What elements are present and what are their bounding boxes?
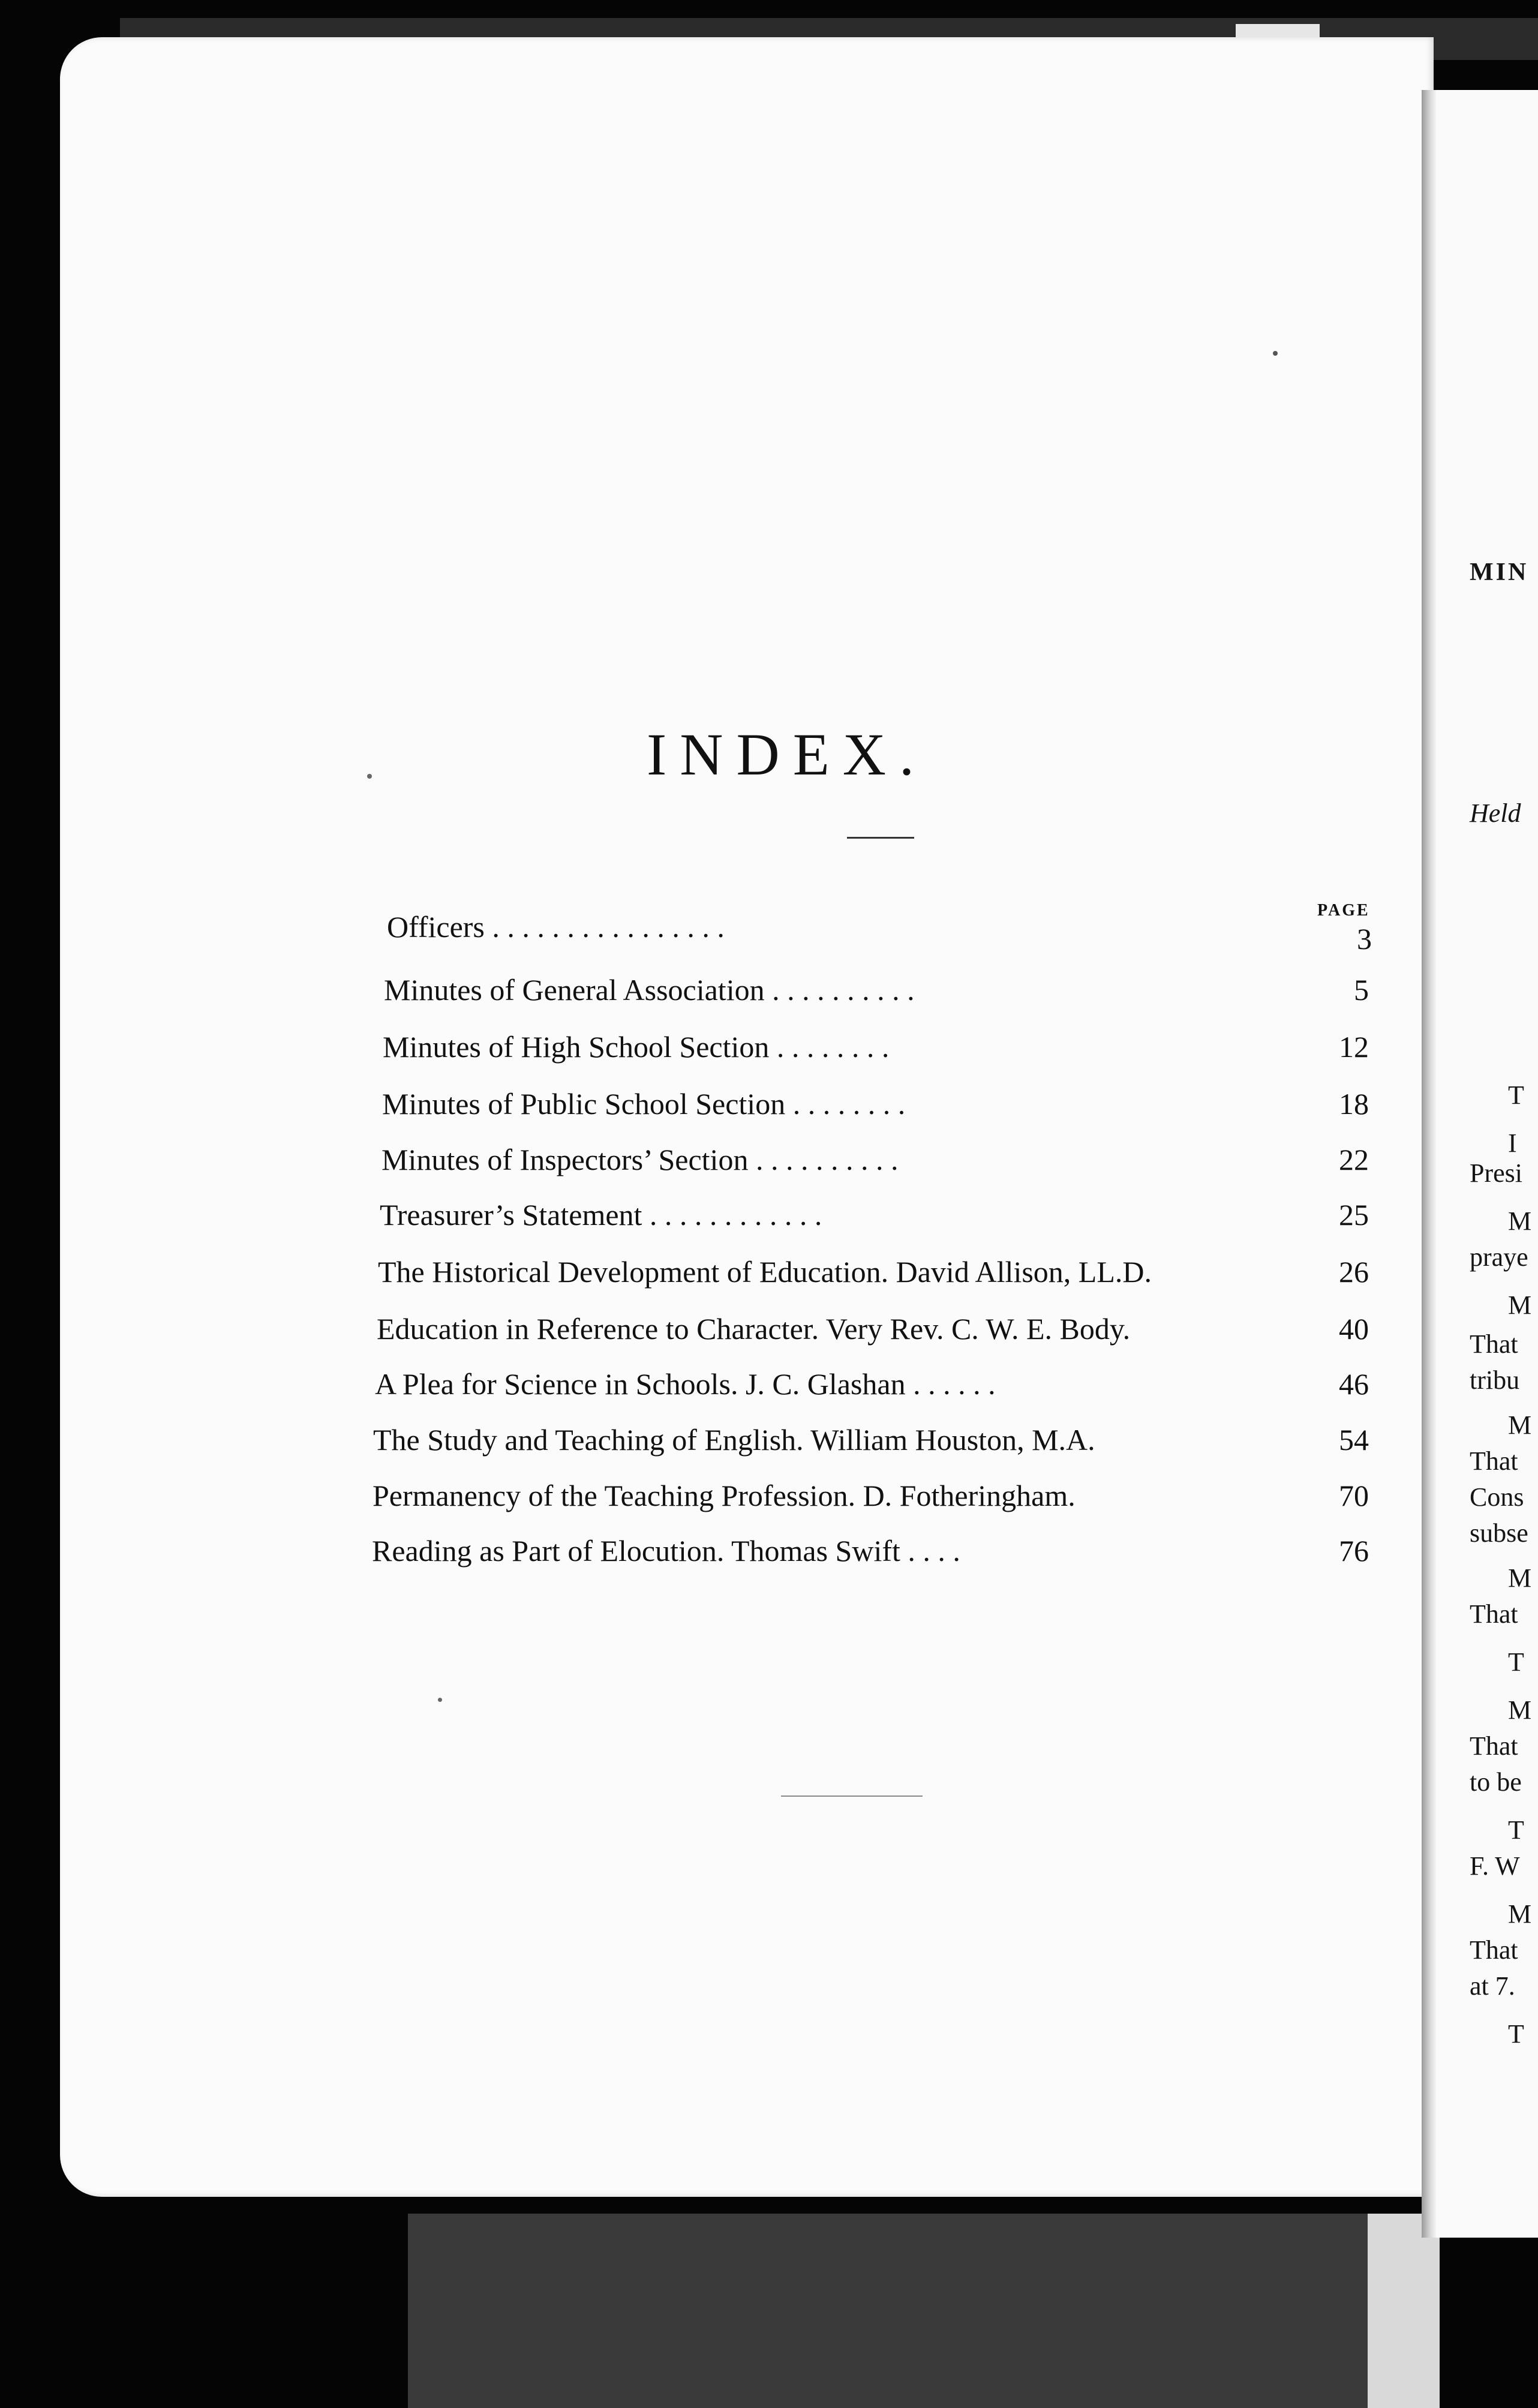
index-entry-page: 40 [1339,1312,1369,1346]
facing-page-fragment: That [1470,1599,1518,1629]
index-entry [373,1419,1369,1461]
facing-page-fragment: I [1508,1128,1517,1158]
facing-page-fragment: T [1508,1815,1524,1845]
index-entry-title: Minutes of Inspectors’ Section . . . . . . . . . . [382,1143,899,1176]
facing-page-fragment: T [1508,1080,1524,1110]
index-entry [377,1308,1369,1350]
facing-page-fragment: to be [1470,1767,1522,1797]
facing-page-fragment: T [1508,2019,1524,2049]
index-entry-title: A Plea for Science in Schools. J. C. Glashan . . . . . . [375,1367,996,1401]
facing-page-fragment: M [1508,1206,1532,1236]
facing-page [1436,90,1538,2238]
scanner-background-bottom-strip [1368,2214,1440,2408]
index-title: INDEX. [646,721,928,788]
title-rule [847,837,914,839]
page-column-label: PAGE [1317,901,1370,920]
index-entry-title: Minutes of Public School Section . . . . . . . . [382,1087,906,1121]
index-entry [383,1026,1369,1068]
index-entry-title: Permanency of the Teaching Profession. D. Fotheringham. [373,1479,1076,1512]
index-entry-title: Minutes of General Association . . . . . . . . . . [384,973,915,1007]
index-entry-title: The Study and Teaching of English. William Houston, M.A. [373,1423,1095,1457]
facing-page-fragment: That [1470,1935,1518,1965]
facing-page-fragment: T [1508,1647,1524,1677]
index-entry-page: 25 [1339,1198,1369,1232]
index-entry-page: 70 [1339,1479,1369,1512]
index-entry-page: 5 [1354,973,1369,1007]
facing-page-fragment: Held [1470,798,1521,828]
index-entry [384,969,1369,1011]
index-entry-page: 18 [1339,1087,1369,1121]
footer-rule [781,1796,923,1797]
facing-page-fragment: subse [1470,1518,1528,1548]
index-entry-title: Treasurer’s Statement . . . . . . . . . . . . [380,1198,822,1232]
facing-page-fragment: MIN [1470,559,1529,586]
page-gutter [1422,90,1436,2238]
index-entry [378,1251,1369,1293]
index-entry-page: 76 [1339,1534,1369,1568]
facing-page-fragment: That [1470,1329,1518,1359]
index-entry-title: The Historical Development of Education. David Allison, LL.D. [378,1255,1152,1289]
facing-page-fragment: M [1508,1899,1532,1929]
facing-page-fragment: M [1508,1563,1532,1593]
scanner-background-bottom [408,2214,1368,2408]
index-entry [382,1139,1369,1181]
facing-page-fragment: Cons [1470,1482,1524,1512]
index-entry-title: Officers . . . . . . . . . . . . . . . . [387,910,725,944]
index-entry-title: Education in Reference to Character. Very Rev. C. W. E. Body. [377,1312,1131,1346]
index-entry [382,1083,1369,1125]
index-entry-page: 3 [1357,922,1372,956]
index-entry [375,1363,1369,1405]
facing-page-fragment: F. W [1470,1851,1520,1881]
page-speck [1273,351,1278,356]
facing-page-fragment: praye [1470,1242,1528,1272]
index-entry [380,1194,1369,1236]
page-speck [438,1698,442,1702]
facing-page-fragment: M [1508,1695,1532,1725]
facing-page-fragment: Presi [1470,1158,1522,1188]
index-entry-page: 26 [1339,1255,1369,1289]
index-entry-page: 22 [1339,1143,1369,1176]
facing-page-fragment: M [1508,1410,1532,1440]
index-entry [373,1475,1369,1517]
index-entry-page: 46 [1339,1367,1369,1401]
facing-page-fragment: M [1508,1290,1532,1320]
index-entry-page: 12 [1339,1030,1369,1064]
index-entry-title: Minutes of High School Section . . . . . . . . [383,1030,890,1064]
facing-page-fragment: tribu [1470,1365,1520,1395]
index-entry [372,1530,1369,1572]
index-entry-page: 54 [1339,1423,1369,1457]
index-entry [387,906,1372,956]
index-entry-title: Reading as Part of Elocution. Thomas Swift . . . . [372,1534,960,1568]
facing-page-fragment: That [1470,1446,1518,1476]
facing-page-fragment: That [1470,1731,1518,1761]
facing-page-fragment: at 7. [1470,1971,1515,2001]
